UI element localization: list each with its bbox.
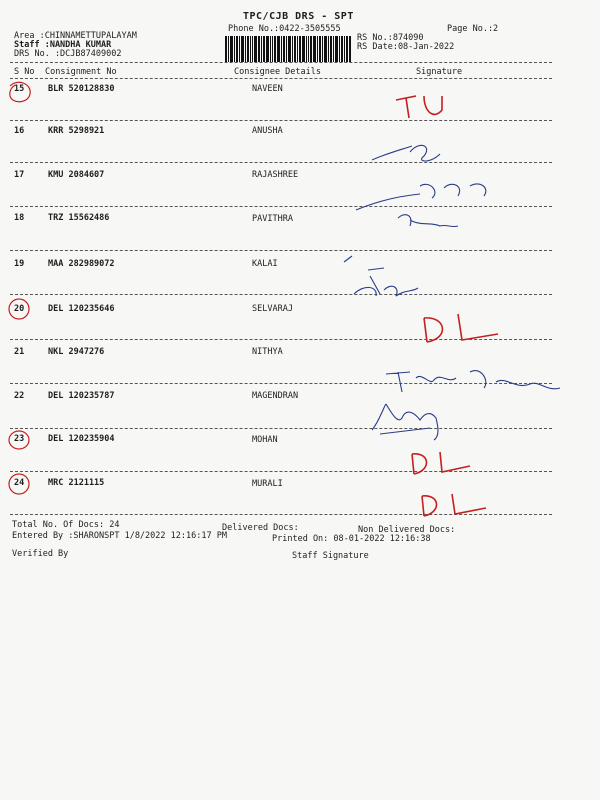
- consignment-number: DEL 120235787: [48, 391, 115, 401]
- consignment-number: DEL 120235904: [48, 434, 115, 444]
- rs-date: RS Date:08-Jan-2022: [357, 42, 455, 52]
- col-header-sno: S No: [14, 67, 35, 77]
- consignee-name: KALAI: [252, 259, 278, 269]
- barcode: [225, 36, 351, 62]
- page-number: Page No.:2: [447, 24, 499, 34]
- consignment-number: DEL 120235646: [48, 304, 115, 314]
- consignee-name: MOHAN: [252, 435, 278, 445]
- signature: [372, 145, 440, 161]
- consignee-name: MAGENDRAN: [252, 391, 299, 401]
- row-number: 20: [14, 304, 25, 314]
- row-number: 23: [14, 434, 25, 444]
- divider: [10, 514, 552, 515]
- red-tu-mark: [396, 96, 442, 118]
- staff-signature: Staff Signature: [292, 551, 369, 561]
- area-label: Area :CHINNAMETTUPALAYAM: [14, 31, 137, 41]
- row-number: 21: [14, 347, 25, 357]
- divider: [10, 339, 552, 340]
- total-docs: Total No. Of Docs: 24: [12, 520, 120, 530]
- verified-by: Verified By: [12, 549, 69, 559]
- col-header-consignment: Consignment No: [45, 67, 117, 77]
- row-number: 19: [14, 259, 25, 269]
- divider: [10, 471, 552, 472]
- consignment-number: KRR 5298921: [48, 126, 105, 136]
- divider: [10, 428, 552, 429]
- staff-label: Staff :NANDHA KUMAR: [14, 40, 112, 50]
- row-number: 22: [14, 391, 25, 401]
- col-header-consignee: Consignee Details: [234, 67, 321, 77]
- consignment-number: TRZ 15562486: [48, 213, 110, 223]
- signature: [372, 404, 438, 440]
- consignee-name: RAJASHREE: [252, 170, 299, 180]
- entered-by: Entered By :SHARONSPT 1/8/2022 12:16:17 PM: [12, 531, 227, 541]
- consignee-name: SELVARAJ: [252, 304, 293, 314]
- row-number: 24: [14, 478, 25, 488]
- consignee-name: MURALI: [252, 479, 283, 489]
- row-number: 16: [14, 126, 25, 136]
- red-dl-mark: [424, 314, 498, 342]
- consignment-number: BLR 520128830: [48, 84, 115, 94]
- document-title: TPC/CJB DRS - SPT: [243, 11, 354, 22]
- consignee-name: PAVITHRA: [252, 214, 293, 224]
- row-number: 18: [14, 213, 25, 223]
- consignee-name: ANUSHA: [252, 126, 283, 136]
- delivered-docs: Delivered Docs:: [222, 523, 299, 533]
- divider: [10, 206, 552, 207]
- phone-number: Phone No.:0422-3505555: [228, 24, 341, 34]
- drs-number: DRS No. :DCJB87409002: [14, 49, 122, 59]
- consignee-name: NAVEEN: [252, 84, 283, 94]
- divider: [10, 383, 552, 384]
- consignment-number: KMU 2084607: [48, 170, 105, 180]
- signature: [386, 371, 560, 392]
- divider: [10, 162, 552, 163]
- divider: [10, 250, 552, 251]
- consignment-number: NKL 2947276: [48, 347, 105, 357]
- signature: [354, 268, 418, 296]
- rs-number: RS No.:874090: [357, 33, 424, 43]
- col-header-signature: Signature: [416, 67, 463, 77]
- red-dl-mark: [422, 494, 486, 516]
- divider: [10, 294, 552, 295]
- non-delivered-docs: Non Delivered Docs:: [358, 525, 456, 535]
- printed-on: Printed On: 08-01-2022 12:16:38: [272, 534, 431, 544]
- divider: [10, 120, 552, 121]
- consignee-name: NITHYA: [252, 347, 283, 357]
- row-number: 17: [14, 170, 25, 180]
- divider: [10, 78, 552, 79]
- row-number: 15: [14, 84, 25, 94]
- divider: [10, 62, 552, 63]
- consignment-number: MAA 282989072: [48, 259, 115, 269]
- signature: [344, 215, 458, 262]
- consignment-number: MRC 2121115: [48, 478, 105, 488]
